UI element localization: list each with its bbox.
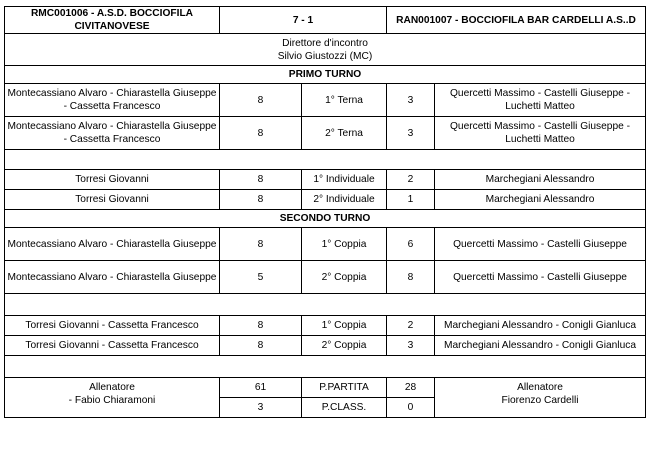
match-report-table	[4, 6, 646, 418]
match-row	[5, 261, 646, 294]
home-players: Torresi Giovanni - Cassetta Francesco	[5, 316, 220, 336]
section-row-primo	[5, 66, 646, 84]
match-row	[5, 117, 646, 150]
director-name: Silvio Giustozzi (MC)	[277, 50, 373, 62]
home-coach-label: Allenatore	[89, 382, 135, 393]
away-players: Quercetti Massimo - Castelli Giuseppe - Luchetti Matteo	[435, 117, 646, 150]
home-points-partita: 61	[220, 378, 302, 398]
home-players: Torresi Giovanni	[5, 170, 220, 190]
spacer-row	[5, 150, 646, 170]
home-score: 8	[220, 170, 302, 190]
home-players: Montecassiano Alvaro - Chiarastella Giuseppe	[5, 228, 220, 261]
away-score: 2	[387, 316, 435, 336]
points-partita-label: P.PARTITA	[302, 378, 387, 398]
spacer-cell	[5, 294, 646, 316]
section-title-secondo-turno: SECONDO TURNO	[5, 210, 646, 228]
points-classifica-label: P.CLASS.	[302, 398, 387, 418]
totals-row-partita	[5, 378, 646, 398]
home-coach-name: - Fabio Chiaramoni	[68, 395, 156, 406]
away-score: 8	[387, 261, 435, 294]
away-score: 3	[387, 84, 435, 117]
section-title-primo-turno: PRIMO TURNO	[5, 66, 646, 84]
away-players: Quercetti Massimo - Castelli Giuseppe	[435, 228, 646, 261]
away-team-name: RAN001007 - BOCCIOFILA BAR CARDELLI A.S..D	[387, 7, 646, 34]
away-coach-name: Fiorenzo Cardelli	[501, 395, 579, 406]
home-score: 8	[220, 190, 302, 210]
spacer-row	[5, 356, 646, 378]
game-type: 2° Coppia	[302, 336, 387, 356]
away-points-classifica: 0	[387, 398, 435, 418]
home-score: 8	[220, 336, 302, 356]
home-players: Montecassiano Alvaro - Chiarastella Giuseppe	[5, 261, 220, 294]
home-players: Montecassiano Alvaro - Chiarastella Giuseppe - Cassetta Francesco	[5, 84, 220, 117]
match-row	[5, 84, 646, 117]
away-score: 1	[387, 190, 435, 210]
away-players: Quercetti Massimo - Castelli Giuseppe - Luchetti Matteo	[435, 84, 646, 117]
home-score: 8	[220, 117, 302, 150]
director-label: Direttore d'incontro	[282, 37, 368, 49]
spacer-cell	[5, 150, 646, 170]
away-players: Quercetti Massimo - Castelli Giuseppe	[435, 261, 646, 294]
away-players: Marchegiani Alessandro - Conigli Gianluca	[435, 316, 646, 336]
home-score: 8	[220, 228, 302, 261]
away-coach-cell	[435, 378, 646, 418]
home-players: Torresi Giovanni	[5, 190, 220, 210]
match-row	[5, 228, 646, 261]
away-players: Marchegiani Alessandro	[435, 170, 646, 190]
home-score: 8	[220, 84, 302, 117]
home-team-name: RMC001006 - A.S.D. BOCCIOFILA CIVITANOVESE	[5, 7, 220, 34]
game-type: 2° Coppia	[302, 261, 387, 294]
away-players: Marchegiani Alessandro - Conigli Gianluca	[435, 336, 646, 356]
match-row	[5, 336, 646, 356]
away-score: 2	[387, 170, 435, 190]
home-coach-cell	[5, 378, 220, 418]
match-score: 7 - 1	[220, 7, 387, 34]
game-type: 2° Individuale	[302, 190, 387, 210]
header-row	[5, 7, 646, 34]
match-row	[5, 316, 646, 336]
game-type: 1° Terna	[302, 84, 387, 117]
home-players: Torresi Giovanni - Cassetta Francesco	[5, 336, 220, 356]
game-type: 2° Terna	[302, 117, 387, 150]
game-type: 1° Coppia	[302, 316, 387, 336]
director-row	[5, 34, 646, 66]
away-players: Marchegiani Alessandro	[435, 190, 646, 210]
away-score: 3	[387, 117, 435, 150]
away-score: 6	[387, 228, 435, 261]
spacer-row	[5, 294, 646, 316]
home-points-classifica: 3	[220, 398, 302, 418]
spacer-cell	[5, 356, 646, 378]
game-type: 1° Coppia	[302, 228, 387, 261]
section-row-secondo	[5, 210, 646, 228]
match-row	[5, 170, 646, 190]
game-type: 1° Individuale	[302, 170, 387, 190]
home-score: 8	[220, 316, 302, 336]
home-score: 5	[220, 261, 302, 294]
home-players: Montecassiano Alvaro - Chiarastella Giuseppe - Cassetta Francesco	[5, 117, 220, 150]
away-points-partita: 28	[387, 378, 435, 398]
match-row	[5, 190, 646, 210]
director-cell	[5, 34, 646, 66]
away-coach-label: Allenatore	[517, 382, 563, 393]
away-score: 3	[387, 336, 435, 356]
